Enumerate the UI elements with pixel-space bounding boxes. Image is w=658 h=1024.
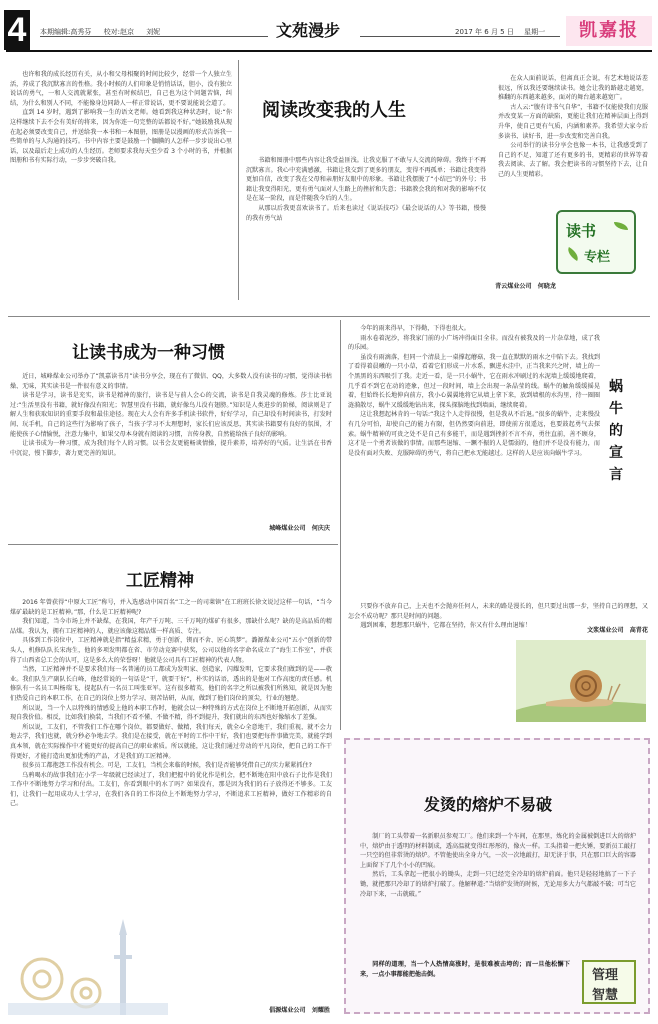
paragraph: 当然，工匠精神并不是要求我们每一名普通的员工都成为发明家、创造家，闪耀发明，它要求我们做到的是——敬业。我们队生产副队长白峰，他经常说的一句话是“干，就要干好”，朴实的话语，透出的是他对工作高度的责任感。机修队有一名员工叫杨瑞飞，提起队有一名员工叫张亚军。这有很多精英，他们的名字之所以被我们所熟知，就是因为他们热爱自己的本职工作，在自己的岗位上努力学习、刻苦钻研，从而，做到了他们岗位的顶尖，行业的翘楚。	[10, 666, 332, 702]
article2-title: 让读书成为一种习惯	[72, 343, 225, 363]
paragraph: 直到 14 岁时，遇到了影响我一生的语文老师。她看到我这种状态时，说:“你这样继续下去不会有美好的将来，因为你连一句完整的话都说不好。”她鼓励我从现在起必须要改变自己，并送给我一本书和一本图册，图册是以漫画的形式告诉我一些简单的与人沟通的技巧。书中内容主要是鼓励一个腼腆的人怎样一步步说出心里话，以及最后走上成功的人生经历。老师要求我每天至少看 3 个小时的书，并根据图册和书有实际行动，一步步突破自我。	[10, 109, 232, 165]
badge-line1: 管理	[592, 968, 619, 983]
snail-photo	[516, 640, 646, 722]
column-divider	[238, 60, 239, 300]
article2-signature: 城峰煤业公司 何庆庆	[269, 525, 330, 532]
paragraph: 今年的雨来得早，下得勤，下得也很大。	[360, 325, 470, 332]
paragraph: 虽没有雨滴落，但同一个清晨上一桌撑起蘑菇，我一直在默默的雨水之中陷下去。我找到了看得着晨曦的一只小草，看着它们形成一片水系，飘进水洼中，正当我来兴之时，墙上的一个黑黑的东西吸引了我。走近一看，是一只小蜗牛，它在雨水冲刷过的水泥墙上缓缓地爬着，几乎看不到它在动的迹象，但过一段时间，墙上会出现一条晶莹的线。蜗牛的触角缓缓摇晃着，但始终长长地伸向前方，我小心翼翼地将它从墙上拿下来，放到墙根的水沟里，待一圈圈涟漪散尽，蜗牛又缓缓地钻出来，探头探脑地找到墙面，继续爬着。	[348, 353, 600, 409]
masthead-logo: 凯嘉报	[566, 16, 652, 46]
article1-signature: 青云煤业公司 何晓龙	[495, 283, 556, 290]
paragraph: 近日，城峰煤业公司举办了“凯嘉读书月”读书分享会，现在有了微信、QQ，大多数人没有读书的习惯，觉得读书枯燥、无味，其实读书是一件很有意义的事情。	[10, 373, 332, 390]
article1-title: 阅读改变我的人生	[262, 100, 406, 121]
article3-signature: 倡源煤业公司 刘耀胜	[269, 1007, 330, 1014]
section-divider	[8, 544, 338, 545]
paragraph: 只要你不放弃自己，上天也不会抛弃任何人，未来的路是漫长的，但只要过出那一步，坚持自己的理想，又怎会不成功呢？那只是时间的问题。	[348, 603, 648, 620]
article5-title: 发烫的熔炉不易破	[424, 795, 553, 814]
paragraph: 书籍和图册中那些内容让我受益匪浅。让我克服了不敢与人交流的障碍。我终于不再沉默寡言。我心中充满感激，书籍让我交到了更多的朋友，变得不再孤单；书籍让我变得更加自信，改变了我在父母和亲朋好友眼中的形象。书籍让我摆脱了“小结巴”的外号；书籍让我变得阳光，更有勇气面对人生路上的挫折和失意；书籍教会我的和对我的影响不仅是在某一阶段，而是伴随我今后的人生。	[246, 157, 486, 203]
issue-date	[455, 27, 553, 37]
article5-moral	[360, 960, 570, 1008]
gear-tower-illustration	[8, 905, 168, 1015]
article2-body	[10, 372, 332, 536]
article4-title	[606, 376, 626, 486]
article4-signature: 文浆煤业公司 高青花	[587, 627, 648, 634]
leaf-icon	[614, 222, 628, 230]
article3-title: 工匠精神	[126, 571, 194, 591]
paragraph: 从那以后我更喜欢读书了。后来也读过《说话技巧》《最会说话的人》等书籍，慢慢的我有勇气站	[246, 204, 486, 222]
title-char: 牛	[609, 401, 623, 417]
paragraph: 读书是学习，读书是充实，读书是精神的旅行，读书是与前人会心的交流，读书是自我灵魂的修炼。莎士比亚说过:“生活里没有书籍，就好像没有阳光；智慧里没有书籍，就好像鸟儿没有翅膀。”知识是人类进步的阶梯，阅读则是了解人生和获取知识的重要手段和最佳途径。现在大人会有许多手机读书软件，好好学习，自己却没有时间读书，打发时间、玩手机，自己的这些行为影响了孩子，当孩子学习不太理想时，家长们应该反思，其实读书籍要有良好的氛围，才能使孩子心情愉悦，注意力集中，如果父母本身就有阅读的习惯，言传身教，自然能给孩子良好的影响。	[10, 392, 332, 438]
badge-line1: 读书	[566, 222, 597, 240]
column-title: 文苑漫步	[276, 21, 341, 40]
title-char: 宣	[609, 445, 623, 461]
title-char: 蜗	[609, 379, 623, 395]
editor: 本期编辑:高秀芬	[40, 28, 92, 36]
paragraph: 遇到困难，想想那只蜗牛，它都在坚持，你又有什么理由退缩！	[360, 622, 531, 630]
article1-column1	[10, 70, 232, 300]
paragraph: 这让我想起林肯的一句话:“我这个人走得很慢，但是我从不后退。”很多的蜗牛，走来慢没有几分可怕，却使自己的能力有限，但仍然要向前进，即使前方很遥远，也要鼓起勇气去探索。蜗牛精神的可贵之处不是自己有多能干，而是遇到挫折不言不弃，勇往直前，善不顾身，这才是一个勇者该做的事情。而那些退缩、一蹶不振的人是懦弱的，他们并不是没有能力，而是没有面对失败、克服障碍的勇气，将自己把永无能越过。这样的人是应该向蜗牛学习。	[348, 411, 600, 457]
section-divider	[8, 316, 650, 317]
paragraph: 2016 年曾获得“中原大工匠”称号，并入选感动中国百名“工之一的司莱镇”在工班班长徐文说过这样一句话，“当今煤矿最缺的是工匠精神。”那，什么是工匠精神呢?	[10, 599, 332, 616]
paragraph: 也许和我的成长经历有关，从小和父母相聚的时间比较少，经常一个人独立生活，养成了我沉默寡言的性格。我小时候的人们印象是悄悄话话，胆小，没有独立说话的勇气，一和人交流就紧张，甚至有时候结巴，自己也为这个问题苦恼，纠结，为什么和别人不同，不能像身边同龄人一样正常说话，更不要说能说会道了。	[10, 71, 232, 107]
paragraph: 雨水卷着泥沙，将我家门前的小广场冲得面目全非。而没有被我及的一片杂草地，成了我的乐园。	[348, 334, 600, 352]
paragraph: 然后，工头拿起一把很小的锄头，走到一只已经完全冷却的熔炉前面。他只是轻轻地搞了一下子锄，就把那只冷却了的熔炉打破了。他解释道:“当熔炉发烫的时候，无论用多大力气都敲不破；可当它冷却下来，一击就破。”	[360, 871, 636, 898]
article1-column2	[246, 156, 486, 296]
paragraph: 乌鸦喝水的故事我们在小学一年级就已经读过了，我们把握中的优化作是机会，把不断地在阳中放石子比作是我们工作中不断地努力学习和付出。工友们，你看到眼中的水了吗？如果没有，那是因为我们的石子放得还不够多。工友们，让我们一起用成功人士学习，在我们各自的工作岗位上不断地努力学习，不断追求工匠精神，做好工作精彩的自己。	[10, 771, 332, 808]
column-divider	[340, 320, 341, 730]
badge-line2: 智慧	[592, 988, 619, 1003]
reviewer: 刘妮	[146, 28, 161, 36]
paragraph: 所以说，当一个人以特殊的情感爱上他的本职工作时，他就会以一种特殊的方式在岗位上不断地开拓创新，从而实现自我价值。相反，比如我们换装，当我们不看不懂、不做不精，得不到提升，我们就出的东西也好像缩水了差强。	[10, 704, 332, 722]
paragraph: 古人云:“腹有诗书气自华”，书籍不仅能使我们克服并改变某一方面的缺陷，更能让我们在精神层面上得到升华，使自己更有气质，内涵和素养。我希望大家今后多读书、读好书，进一步改变和完善自我。	[498, 103, 648, 140]
weekday-text: 星期一	[524, 28, 546, 36]
paragraph: 很多员工都抱怨工作没有机会。可是，工友们，当机会来临的时候，我们是否能够凭借自己的实力紧紧抓住?	[22, 762, 312, 770]
paragraph: 公司举行的读书分享会也像一本书，让我感受到了自己的不足，知道了还有更多的书，更精彩的世界等着我去阅读、去了解。我会把读书的习惯坚持下去，让自己的人生更精彩。	[498, 142, 648, 178]
reading-column-badge	[556, 210, 636, 274]
badge-line2: 专栏	[584, 250, 611, 265]
paragraph: 制厂的工头带着一名新职员参观工厂。他们来到一个车间，在那里，炼化的金属被倒进巨大的熔炉中，熔炉由于透明的材料制成，透高温就变得红彤彤的，像火一样。工头指着一把火锤，要新员工敲打一只空的但非常烫的熔炉。不管他使出全身力气，一次一次地敲打，却无济于事，只在那口巨大的容器上面留下了几个小小的凹痕。	[360, 833, 636, 869]
title-char: 的	[609, 423, 623, 439]
management-wisdom-badge	[582, 960, 636, 1004]
paragraph: 让读书成为一种习惯，成为我们每个人的习惯。以书会友更能畅谈情操，提升素养，培养好的气质。让生活在书香中沉淀，慢下脚步，著力更完善的知识。	[10, 440, 332, 457]
paragraph: 所以说，工友们，不管我们工作在哪个岗位，都要做好、做精，我们每天，就全心全意地干，我们重视，就不会力地去学，我们也就，就分秒必争地去学。我们是在接受，就在平时的工作中干好，我们也要把每件事做完美，就能学到真本领，就在实际操作中才能更好的提高自己的职业素质。所以就能，这让我们通过劳动的平凡岗位，把自己的工作干得更好，才能打造出更加优秀的产品，才是我们的工匠精神。	[10, 723, 332, 760]
date-text: 2017 年 6 月 5 日	[455, 28, 514, 36]
paragraph: 具体到工作岗位中，工匠精神就是指“精益求精，勇于创新，锲而不舍、匠心筑梦”。潞源煤业公司“五小”创新的带头人，机修队队长宋海生，他的多项发明都在省、市劳动竞赛中获奖，公司以他的名字命名成立了“海生工作室”，并获得了山西省总工会的认可，这是多么大的荣誉呀！他就是公司具有工匠精神的代表人物。	[10, 637, 332, 664]
paragraph: 在众人面前说话，但离真正会说，有艺术地说话差很远，所以我还要继续读书。她会让我的路越走越宽，推翻的东西越来越多，面对的舞台越来越宽广。	[498, 75, 648, 102]
proofreader: 校对:赵京	[103, 28, 134, 36]
header-rule	[6, 50, 652, 52]
article4-body-top	[348, 324, 600, 602]
leaf-icon	[565, 247, 581, 261]
paragraph: 我们知道，当今市场上并不缺煤，在我国，年产千万吨、三千万吨的煤矿有很多，那缺什么呢？缺的是高品质的精品煤。我认为，拥有工匠精神的人，就应该像这精品煤一样高质、专注。	[10, 618, 332, 635]
paragraph: 同样的道理，当一个人热情高涨时，是很难被击垮的；而一旦他松懈下来，一点小事都能把他击倒。	[360, 961, 570, 978]
header-line-left	[40, 36, 268, 37]
title-char: 言	[609, 467, 623, 483]
article5-body	[360, 832, 636, 952]
page-number: 4	[4, 10, 30, 50]
